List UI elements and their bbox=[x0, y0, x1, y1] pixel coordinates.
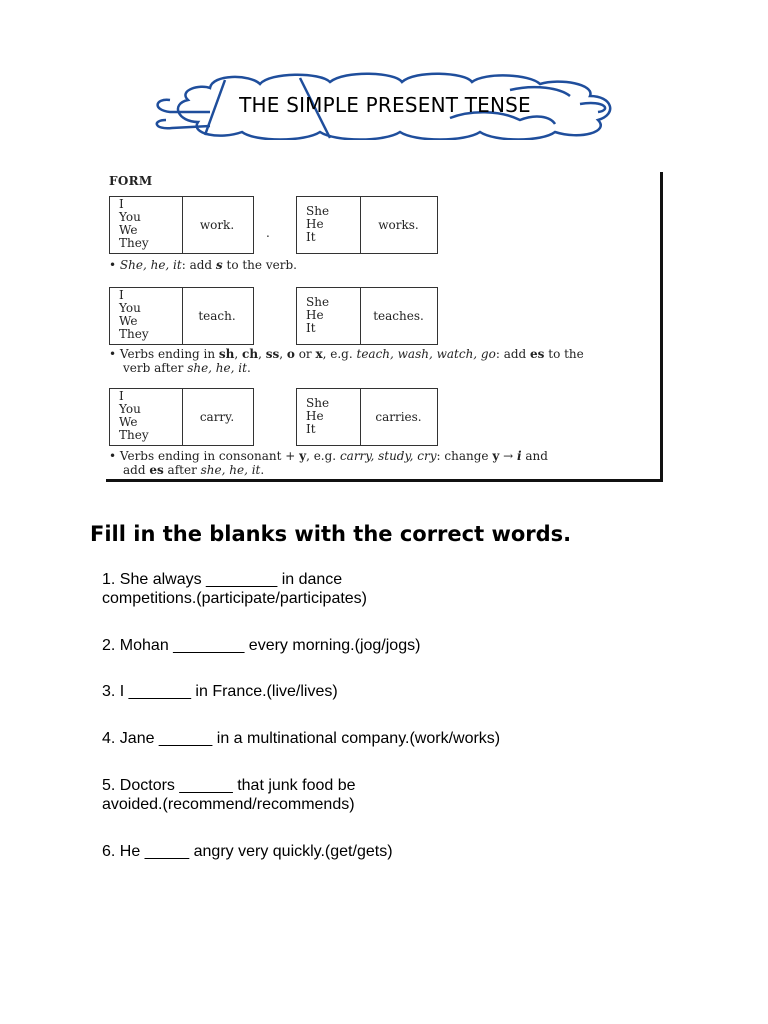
note-text: to the bbox=[544, 347, 584, 361]
note-text: She, he, it bbox=[119, 258, 182, 272]
question-1 bbox=[102, 570, 367, 608]
base-verb: work. bbox=[199, 218, 235, 232]
note-text: carry, study, cry bbox=[339, 449, 437, 463]
form-group-carry bbox=[109, 388, 657, 483]
pronoun: I bbox=[119, 389, 124, 403]
form-heading: FORM bbox=[109, 174, 153, 188]
note-text: , e.g. bbox=[322, 347, 357, 361]
pronoun: She bbox=[306, 295, 330, 309]
third-person-verb: carries. bbox=[375, 410, 422, 424]
note-line bbox=[109, 361, 657, 375]
pronoun: They bbox=[119, 428, 149, 442]
note-text: add bbox=[123, 463, 150, 477]
pronoun: She bbox=[306, 396, 330, 410]
question-text: competitions.(participate/participates) bbox=[102, 590, 368, 607]
question-text: 3. I _______ in France.(live/lives) bbox=[102, 683, 338, 700]
pronoun: You bbox=[119, 301, 141, 315]
pronoun: He bbox=[306, 409, 324, 423]
note-text: es bbox=[530, 347, 545, 361]
question-text: 2. Mohan ________ every morning.(jog/jogs) bbox=[102, 637, 421, 654]
arrow-icon: → bbox=[499, 449, 518, 463]
pronoun: He bbox=[306, 308, 324, 322]
plural-pronoun-table bbox=[109, 388, 254, 446]
bullet: • bbox=[109, 258, 117, 272]
rule-note bbox=[109, 449, 657, 477]
page-title: THE SIMPLE PRESENT TENSE bbox=[239, 93, 531, 117]
note-text: Verbs ending in consonant + bbox=[119, 449, 300, 463]
note-text: : change bbox=[436, 449, 493, 463]
question-6 bbox=[102, 842, 393, 861]
singular-pronoun-table bbox=[296, 287, 438, 345]
pronoun: It bbox=[306, 230, 316, 244]
third-person-verb: works. bbox=[378, 218, 419, 232]
note-text: y bbox=[299, 449, 307, 463]
pronoun: We bbox=[119, 415, 138, 429]
note-text: , bbox=[279, 347, 287, 361]
rule-note bbox=[109, 258, 657, 272]
note-text: i bbox=[517, 449, 522, 463]
note-text: x bbox=[315, 347, 323, 361]
note-text: or bbox=[294, 347, 316, 361]
note-text: es bbox=[149, 463, 164, 477]
note-text: teach, wash, watch, go bbox=[356, 347, 496, 361]
pronoun-list bbox=[110, 288, 183, 344]
note-text: and bbox=[521, 449, 548, 463]
note-text: Verbs ending in bbox=[119, 347, 219, 361]
note-text: ss bbox=[265, 347, 280, 361]
note-text: : add bbox=[495, 347, 531, 361]
question-3 bbox=[102, 682, 338, 701]
question-4 bbox=[102, 729, 500, 748]
question-text: 1. She always ________ in dance bbox=[102, 571, 343, 588]
pronoun-list bbox=[297, 197, 361, 253]
base-verb: carry. bbox=[199, 410, 235, 424]
note-text: : add bbox=[181, 258, 216, 272]
note-text: . bbox=[260, 463, 265, 477]
question-text: avoided.(recommend/recommends) bbox=[102, 796, 355, 813]
pronoun-list bbox=[110, 197, 183, 253]
singular-pronoun-table bbox=[296, 196, 438, 254]
rule-note bbox=[109, 347, 657, 375]
pronoun: I bbox=[119, 197, 124, 211]
plural-pronoun-table bbox=[109, 287, 254, 345]
note-text: after bbox=[163, 463, 201, 477]
note-text: y bbox=[492, 449, 500, 463]
bullet: • bbox=[109, 347, 117, 361]
form-figure bbox=[106, 172, 663, 482]
pronoun: They bbox=[119, 236, 149, 250]
note-text: o bbox=[286, 347, 295, 361]
question-text: 5. Doctors ______ that junk food be bbox=[102, 777, 356, 794]
note-text: , e.g. bbox=[306, 449, 340, 463]
question-5 bbox=[102, 776, 356, 814]
pronoun: We bbox=[119, 314, 138, 328]
note-text: , bbox=[234, 347, 243, 361]
bullet: • bbox=[109, 449, 117, 463]
pronoun-list bbox=[297, 389, 361, 445]
note-text: she, he, it bbox=[200, 463, 261, 477]
note-text: . bbox=[246, 361, 251, 375]
singular-pronoun-table bbox=[296, 388, 438, 446]
form-group-teach bbox=[109, 287, 657, 382]
exercise-instruction: Fill in the blanks with the correct words. bbox=[90, 522, 572, 546]
note-line bbox=[109, 463, 657, 477]
note-text: verb after bbox=[123, 361, 188, 375]
pronoun: It bbox=[306, 422, 316, 436]
pronoun: You bbox=[119, 402, 141, 416]
pronoun: We bbox=[119, 223, 138, 237]
note-text: s bbox=[215, 258, 223, 272]
pronoun-list bbox=[297, 288, 361, 344]
pronoun: It bbox=[306, 321, 316, 335]
pronoun: You bbox=[119, 210, 141, 224]
pronoun: He bbox=[306, 217, 324, 231]
separator-dot: . bbox=[266, 226, 270, 240]
pronoun: I bbox=[119, 288, 124, 302]
note-text: to the verb. bbox=[222, 258, 297, 272]
title-banner bbox=[150, 70, 620, 140]
note-text: ch bbox=[242, 347, 259, 361]
pronoun-list bbox=[110, 389, 183, 445]
plural-pronoun-table bbox=[109, 196, 254, 254]
note-text: , bbox=[258, 347, 266, 361]
pronoun: They bbox=[119, 327, 149, 341]
third-person-verb: teaches. bbox=[373, 309, 424, 323]
question-2 bbox=[102, 636, 420, 655]
form-group-work bbox=[109, 196, 657, 276]
question-text: 6. He _____ angry very quickly.(get/gets) bbox=[102, 843, 393, 860]
pronoun: She bbox=[306, 204, 330, 218]
note-text: sh bbox=[218, 347, 235, 361]
note-text: she, he, it bbox=[187, 361, 247, 375]
base-verb: teach. bbox=[198, 309, 236, 323]
question-text: 4. Jane ______ in a multinational company.(work/works) bbox=[102, 730, 501, 747]
